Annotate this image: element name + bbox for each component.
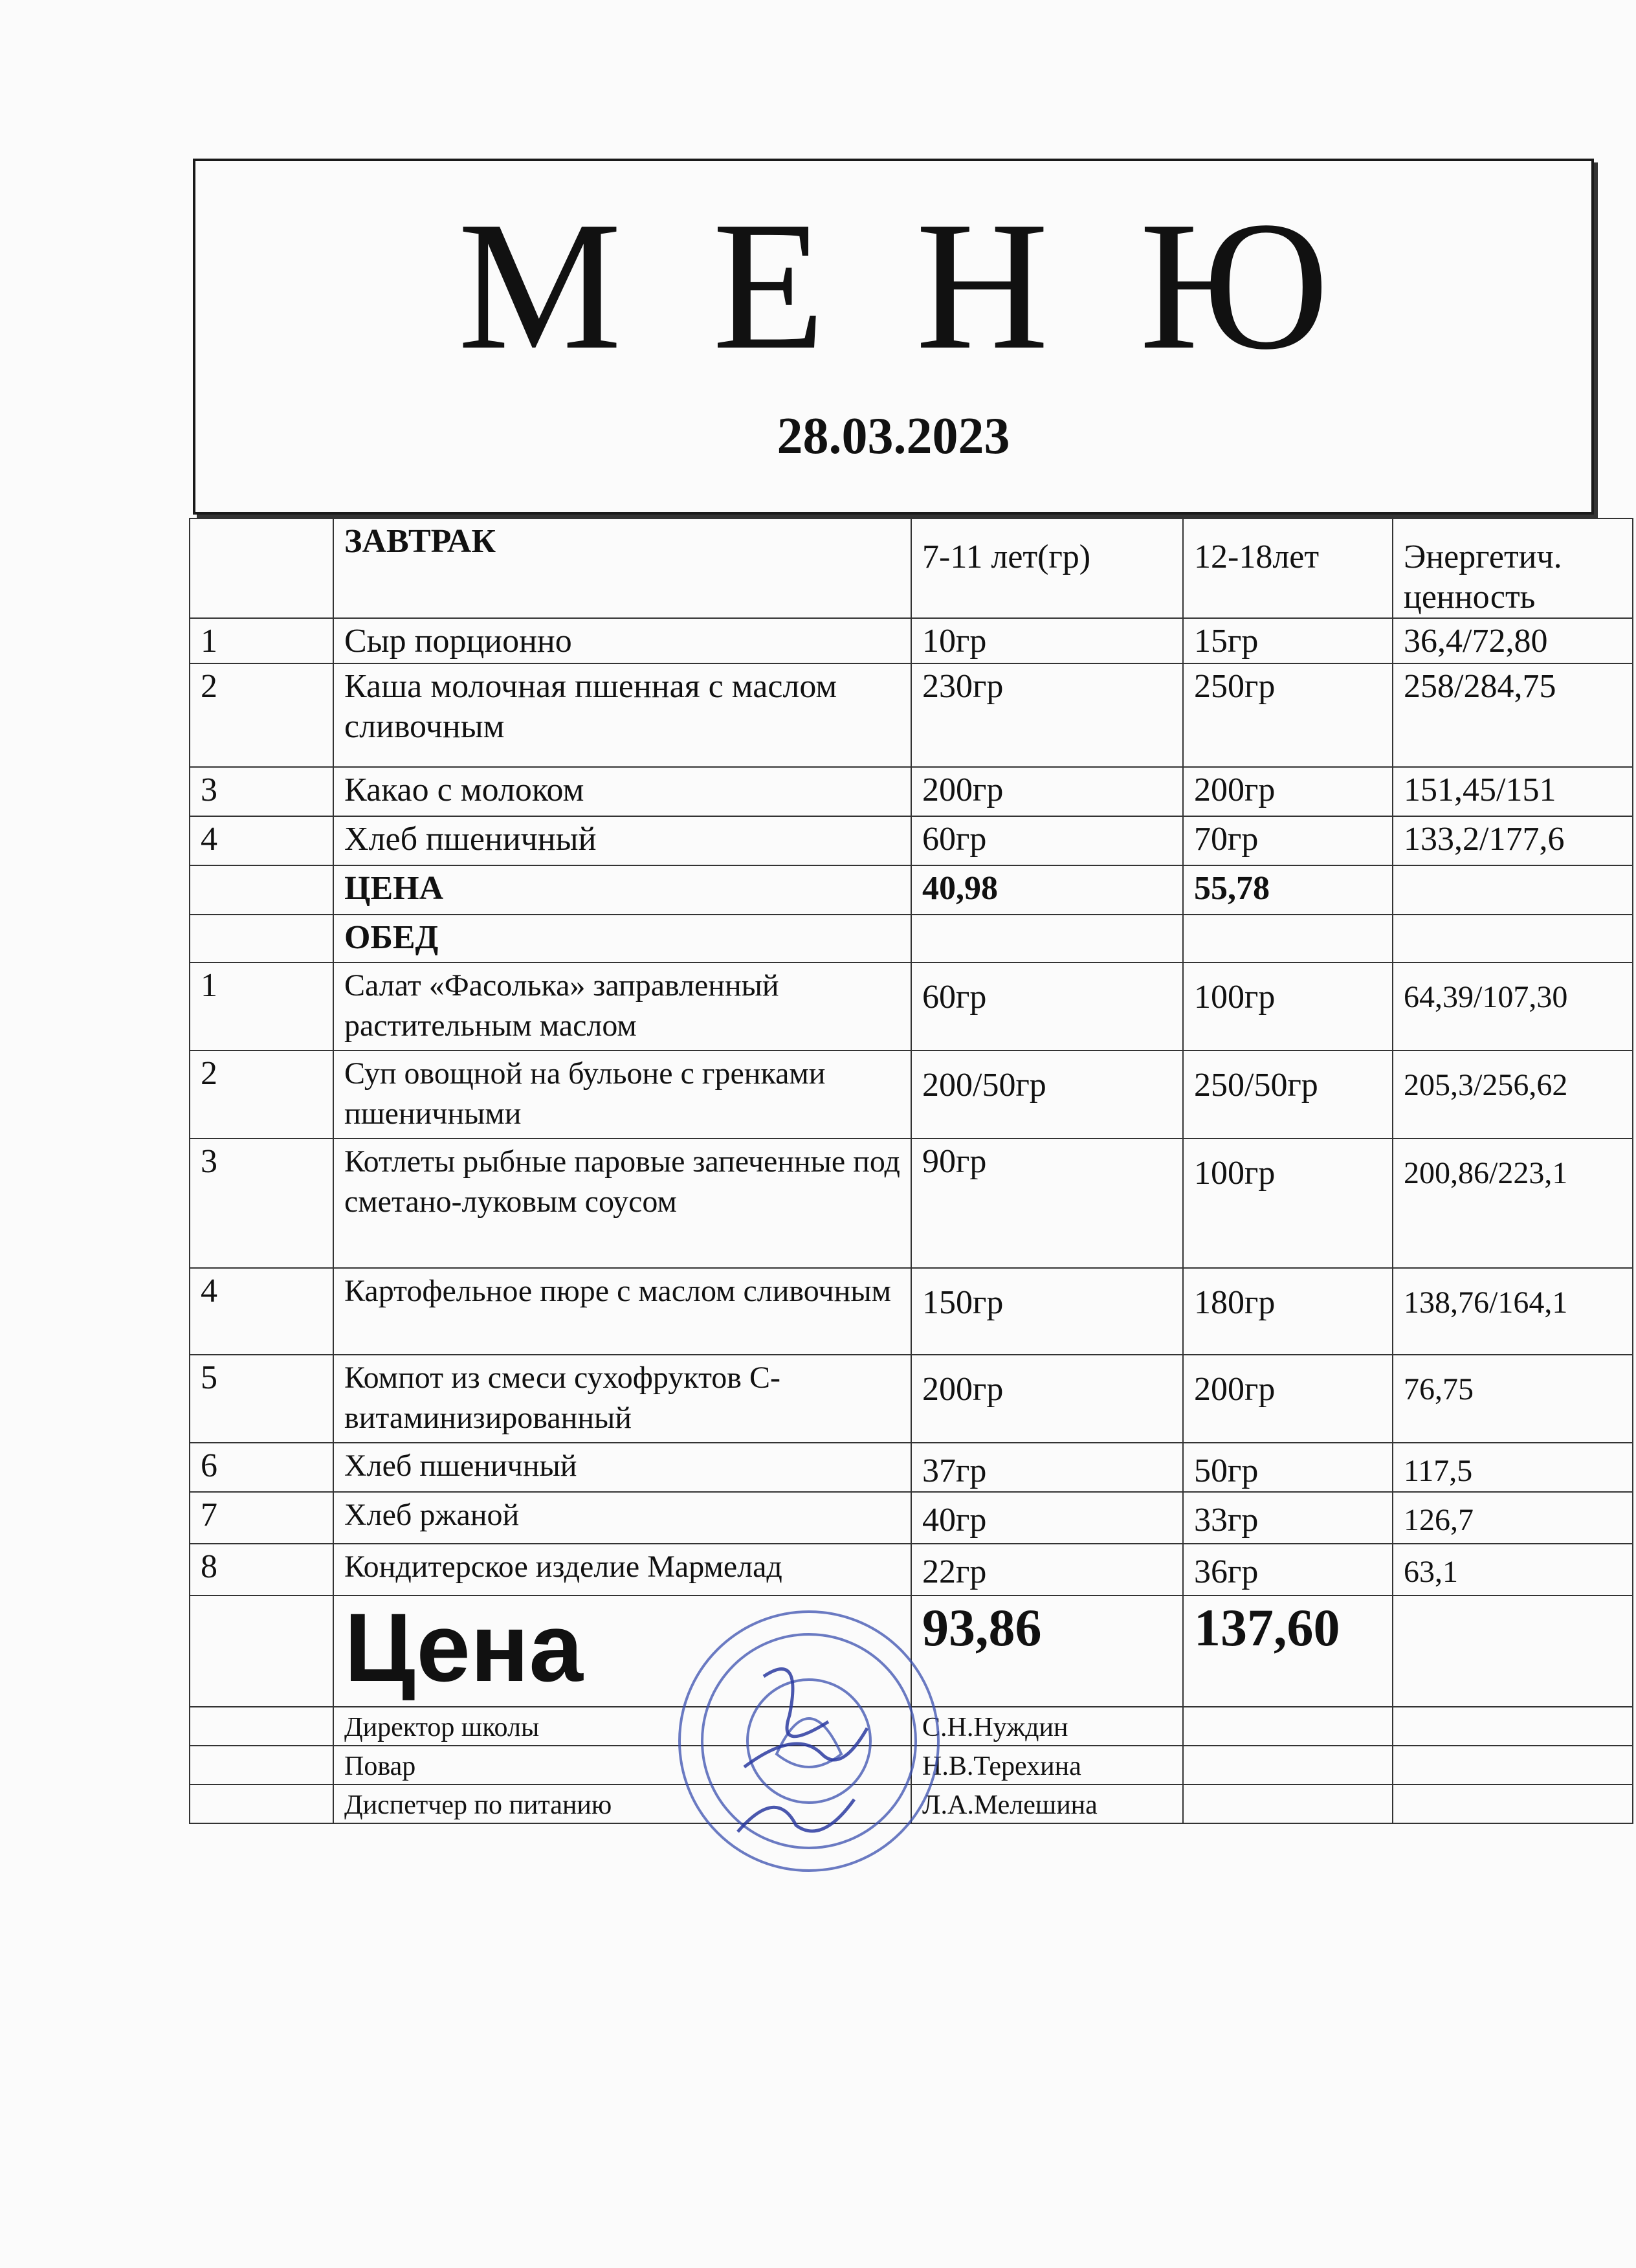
table-row (190, 618, 1633, 663)
cell-empty (1393, 1784, 1633, 1823)
title-box (193, 159, 1594, 515)
portion-7-11: 200гр (911, 1355, 1183, 1443)
cell-empty (1183, 1784, 1393, 1823)
row-number: 3 (190, 1139, 333, 1268)
cell-empty (911, 915, 1183, 962)
row-number: 5 (190, 1355, 333, 1443)
table-row (190, 663, 1633, 767)
signature-name: Л.А.Мелешина (911, 1784, 1183, 1823)
breakfast-heading: ЗАВТРАК (333, 518, 911, 618)
row-number: 2 (190, 1051, 333, 1139)
header-row (190, 518, 1633, 618)
energy-value: 138,76/164,1 (1393, 1268, 1633, 1355)
table-row (190, 1492, 1633, 1544)
page-title: МЕНЮ (458, 183, 1420, 388)
portion-12-18: 33гр (1183, 1492, 1393, 1544)
dish-name: Картофельное пюре с маслом сливочным (333, 1268, 911, 1355)
breakfast-price-label: ЦЕНА (333, 865, 911, 915)
table-row (190, 767, 1633, 816)
dish-name: Суп овощной на бульоне с гренками пшеничными (333, 1051, 911, 1139)
portion-12-18: 200гр (1183, 1355, 1393, 1443)
cell-empty (1393, 865, 1633, 915)
dish-name: Салат «Фасолька» заправленный растительным маслом (333, 962, 911, 1051)
row-number: 3 (190, 767, 333, 816)
portion-12-18: 36гр (1183, 1544, 1393, 1595)
cell-empty (190, 1707, 333, 1746)
portion-12-18: 100гр (1183, 962, 1393, 1051)
row-number: 4 (190, 816, 333, 865)
table-row (190, 1051, 1633, 1139)
stamp-inner-ring (702, 1634, 916, 1848)
portion-7-11: 60гр (911, 962, 1183, 1051)
portion-7-11: 200гр (911, 767, 1183, 816)
lunch-price-label: Цена (333, 1595, 911, 1707)
portion-7-11: 10гр (911, 618, 1183, 663)
energy-value: 76,75 (1393, 1355, 1633, 1443)
school-stamp (667, 1599, 951, 1884)
stamp-emblem-ring (747, 1680, 870, 1803)
col-age-12-18: 12-18лет (1183, 518, 1393, 618)
energy-value: 117,5 (1393, 1443, 1633, 1492)
dish-name: Какао с молоком (333, 767, 911, 816)
cell-empty (190, 1784, 333, 1823)
dish-name: Хлеб пшеничный (333, 816, 911, 865)
dish-name: Кондитерское изделие Мармелад (333, 1544, 911, 1595)
cell-empty (1183, 915, 1393, 962)
energy-value: 258/284,75 (1393, 663, 1633, 767)
dish-name: Хлеб ржаной (333, 1492, 911, 1544)
portion-7-11: 37гр (911, 1443, 1183, 1492)
table-row (190, 1355, 1633, 1443)
energy-value: 64,39/107,30 (1393, 962, 1633, 1051)
energy-value: 200,86/223,1 (1393, 1139, 1633, 1268)
row-number: 1 (190, 962, 333, 1051)
col-age-7-11: 7-11 лет(гр) (911, 518, 1183, 618)
portion-7-11: 230гр (911, 663, 1183, 767)
energy-value: 151,45/151 (1393, 767, 1633, 816)
signature-role: Директор школы (333, 1707, 911, 1746)
energy-value: 133,2/177,6 (1393, 816, 1633, 865)
table-row (190, 962, 1633, 1051)
lunch-heading-row (190, 915, 1633, 962)
energy-value: 205,3/256,62 (1393, 1051, 1633, 1139)
cell-empty (1183, 1707, 1393, 1746)
dish-name: Хлеб пшеничный (333, 1443, 911, 1492)
table-row (190, 1544, 1633, 1595)
energy-value: 36,4/72,80 (1393, 618, 1633, 663)
portion-12-18: 180гр (1183, 1268, 1393, 1355)
cell-empty (1393, 1746, 1633, 1784)
cell-empty (190, 518, 333, 618)
dish-name: Котлеты рыбные паровые запеченные под сметано-луковым соусом (333, 1139, 911, 1268)
portion-12-18: 15гр (1183, 618, 1393, 663)
row-number: 8 (190, 1544, 333, 1595)
portion-12-18: 200гр (1183, 767, 1393, 816)
signature-role: Диспетчер по питанию (333, 1784, 911, 1823)
dish-name: Сыр порционно (333, 618, 911, 663)
row-number: 1 (190, 618, 333, 663)
row-number: 7 (190, 1492, 333, 1544)
cell-empty (1393, 1707, 1633, 1746)
lunch-price-12-18: 137,60 (1183, 1595, 1393, 1707)
col-energy: Энергетич. ценность (1393, 518, 1633, 618)
cell-empty (1183, 1746, 1393, 1784)
portion-12-18: 250гр (1183, 663, 1393, 767)
portion-7-11: 22гр (911, 1544, 1183, 1595)
breakfast-price-7-11: 40,98 (911, 865, 1183, 915)
cell-empty (190, 915, 333, 962)
signature-name: Н.В.Терехина (911, 1746, 1183, 1784)
dish-name: Компот из смеси сухофруктов С-витаминизированный (333, 1355, 911, 1443)
portion-7-11: 40гр (911, 1492, 1183, 1544)
portion-7-11: 150гр (911, 1268, 1183, 1355)
portion-7-11: 60гр (911, 816, 1183, 865)
table-row (190, 816, 1633, 865)
dish-name: Каша молочная пшенная с маслом сливочным (333, 663, 911, 767)
row-number: 6 (190, 1443, 333, 1492)
cell-empty (190, 1746, 333, 1784)
row-number: 2 (190, 663, 333, 767)
portion-12-18: 100гр (1183, 1139, 1393, 1268)
row-number: 4 (190, 1268, 333, 1355)
lunch-heading: ОБЕД (333, 915, 911, 962)
cell-empty (1393, 1595, 1633, 1707)
signature-name: С.Н.Нуждин (911, 1707, 1183, 1746)
lunch-price-7-11: 93,86 (911, 1595, 1183, 1707)
signature-role: Повар (333, 1746, 911, 1784)
energy-value: 126,7 (1393, 1492, 1633, 1544)
table-row (190, 1139, 1633, 1268)
portion-12-18: 250/50гр (1183, 1051, 1393, 1139)
table-row (190, 1443, 1633, 1492)
breakfast-price-row (190, 865, 1633, 915)
cell-empty (190, 1595, 333, 1707)
portion-12-18: 50гр (1183, 1443, 1393, 1492)
portion-12-18: 70гр (1183, 816, 1393, 865)
portion-7-11: 200/50гр (911, 1051, 1183, 1139)
breakfast-price-12-18: 55,78 (1183, 865, 1393, 915)
menu-date: 28.03.2023 (777, 408, 1010, 465)
table-row (190, 1268, 1633, 1355)
cell-empty (1393, 915, 1633, 962)
cell-empty (190, 865, 333, 915)
portion-7-11: 90гр (911, 1139, 1183, 1268)
energy-value: 63,1 (1393, 1544, 1633, 1595)
